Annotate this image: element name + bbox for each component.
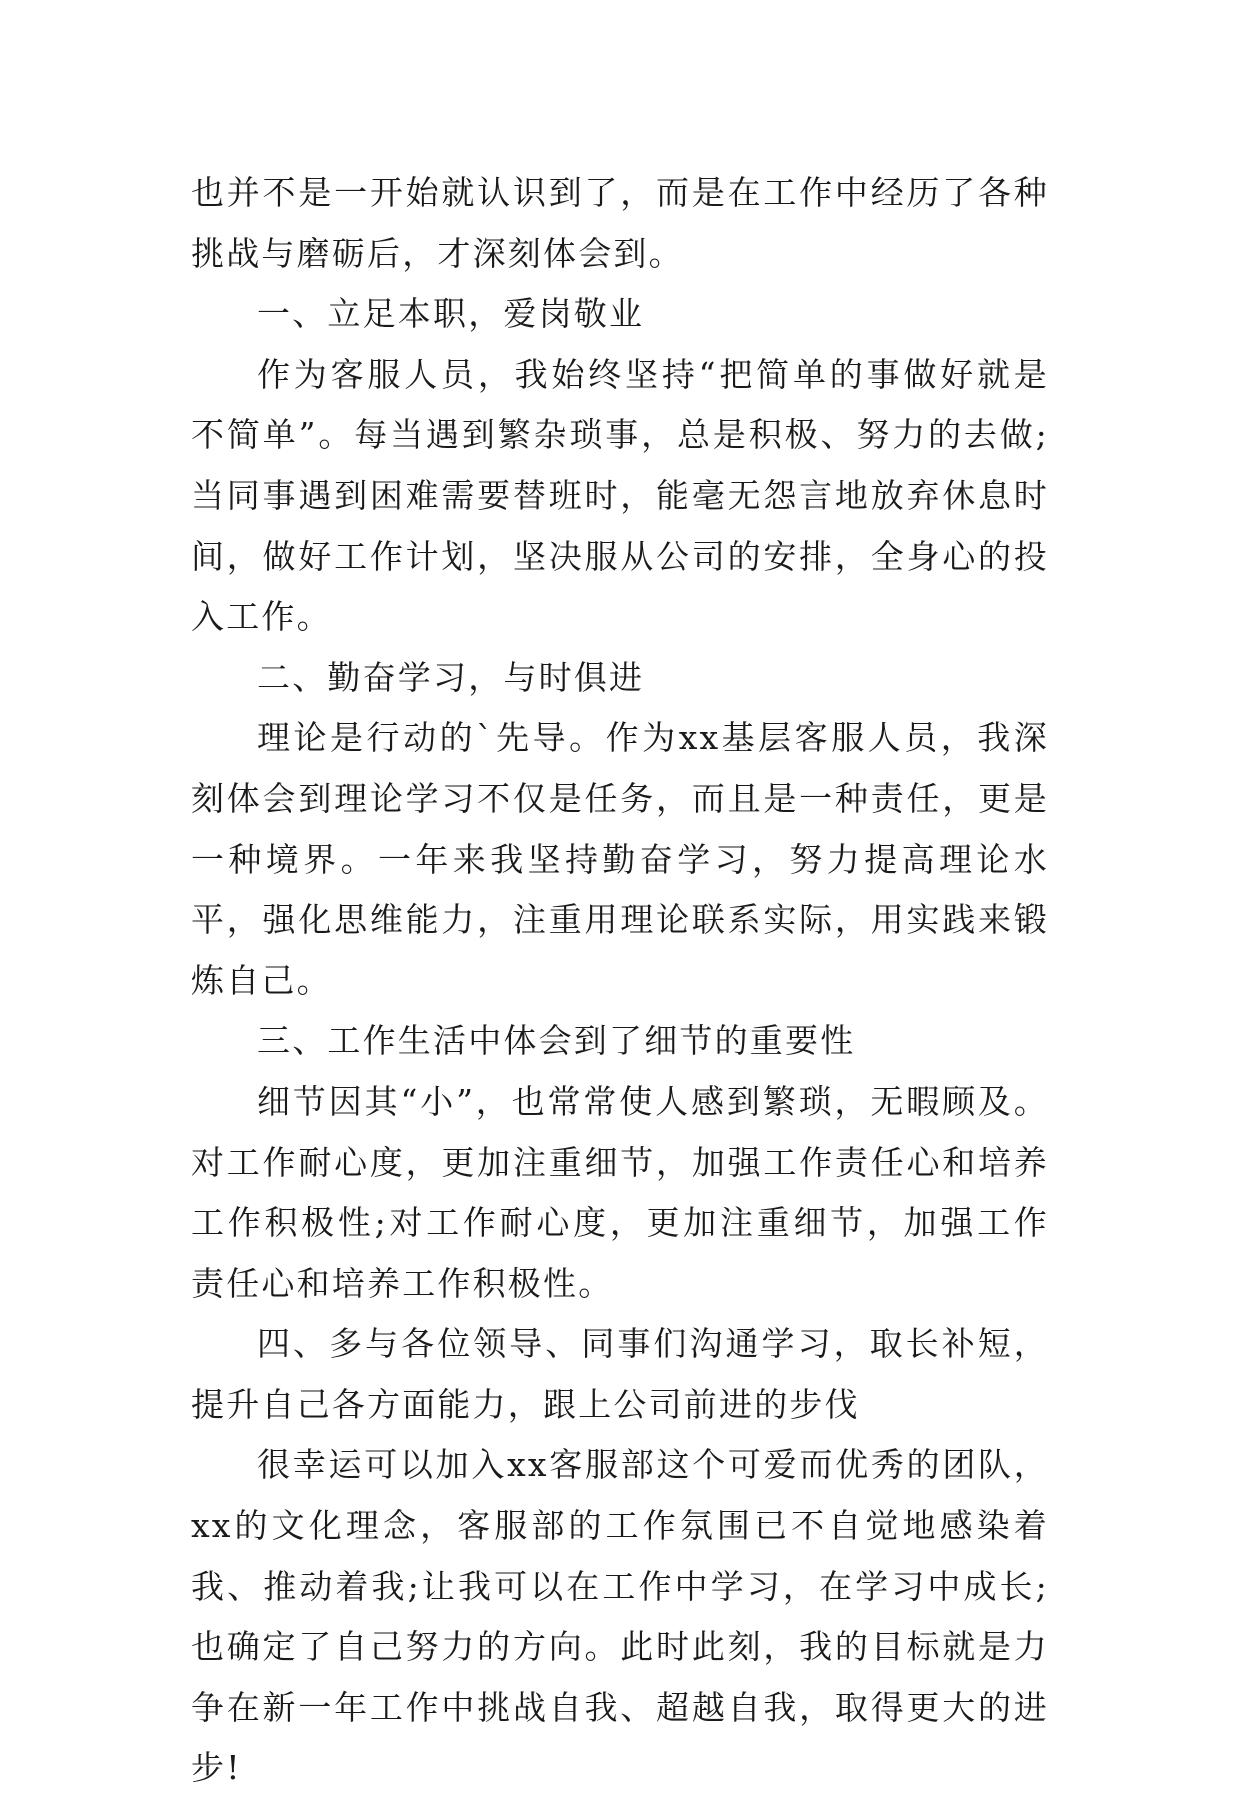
section-heading-2: 二、勤奋学习，与时俱进 [257,657,645,697]
document-body [191,163,1049,1799]
section-heading-1: 一、立足本职，爱岗敬业 [257,294,645,334]
section-heading-4: 四、多与各位领导、同事们沟通学习，取长补短，提升自己各方面能力，跟上公司前进的步伐 [191,1324,1049,1424]
section-heading-3: 三、工作生活中体会到了细节的重要性 [257,1021,856,1061]
body-paragraph-3: 细节因其“小”，也常常使人感到繁琐，无暇顾及。对工作耐心度，更加注重细节，加强工作责任心和培养工作积极性;对工作耐心度，更加注重细节，加强工作责任心和培养工作积极性。 [191,1081,1049,1303]
body-paragraph-continued: 也并不是一开始就认识到了，而是在工作中经历了各种挑战与磨砺后，才深刻体会到。 [191,173,1049,273]
body-paragraph-1: 作为客服人员，我始终坚持“把简单的事做好就是不简单”。每当遇到繁杂琐事，总是积极、努力的去做;当同事遇到困难需要替班时，能毫无怨言地放弃休息时间，做好工作计划，坚决服从公司的安排，全身心的投入工作。 [191,354,1049,637]
body-paragraph-2: 理论是行动的`先导。作为xx基层客服人员，我深刻体会到理论学习不仅是任务，而且是一种责任，更是一种境界。一年来我坚持勤奋学习，努力提高理论水平，强化思维能力，注重用理论联系实际，用实践来锻炼自己。 [191,718,1049,1000]
body-paragraph-4: 很幸运可以加入xx客服部这个可爱而优秀的团队，xx的文化理念，客服部的工作氛围已不自觉地感染着我、推动着我;让我可以在工作中学习，在学习中成长;也确定了自己努力的方向。此时此刻，我的目标就是力争在新一年工作中挑战自我、超越自我，取得更大的进步! [191,1445,1049,1788]
